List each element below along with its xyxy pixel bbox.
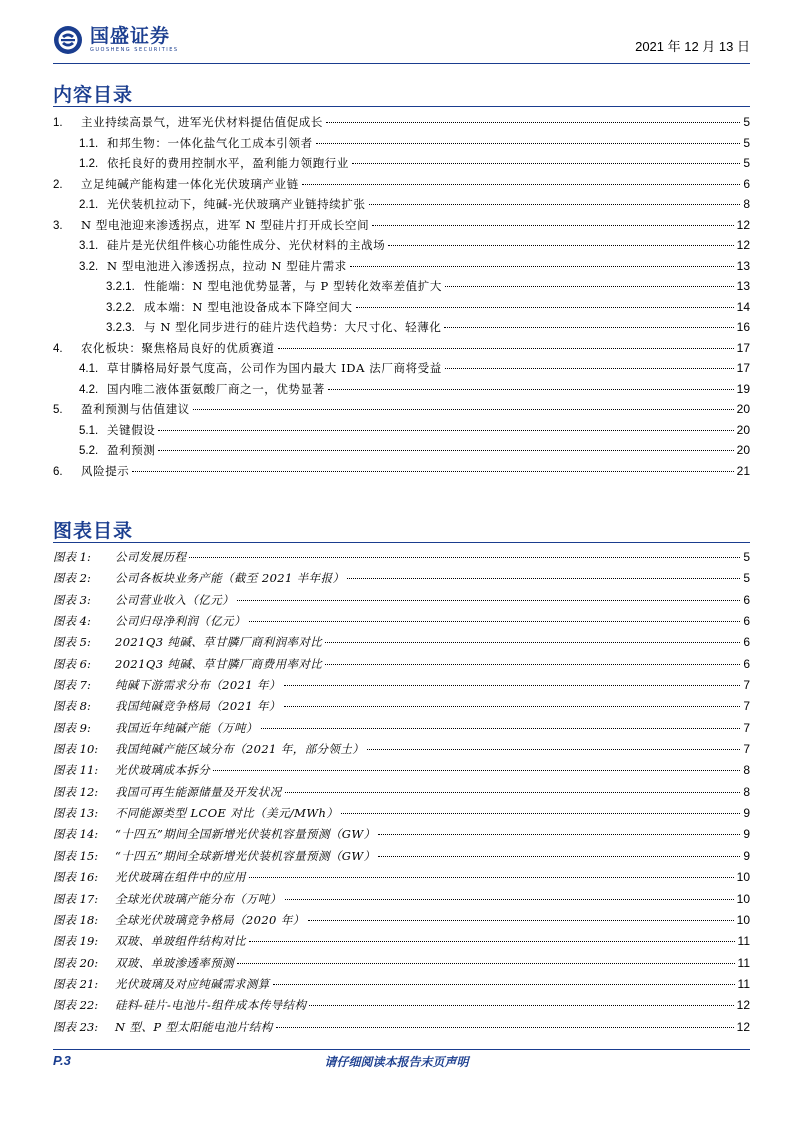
figure-entry-page: 5 bbox=[743, 550, 750, 564]
figure-entry[interactable] bbox=[53, 784, 750, 805]
toc-leader-dots bbox=[132, 471, 733, 472]
figure-entry[interactable] bbox=[53, 848, 750, 869]
list-of-figures bbox=[53, 549, 750, 1040]
figures-title: 图表目录 bbox=[53, 520, 134, 542]
figure-entry-label: “十四五”期间全国新增光伏装机容量预测（GW） bbox=[115, 827, 376, 842]
toc-entry[interactable] bbox=[53, 237, 750, 258]
toc-leader-dots bbox=[445, 286, 734, 287]
figure-entry-number: 图表 15: bbox=[53, 848, 99, 863]
toc-entry-number: 3.1. bbox=[79, 240, 99, 252]
figure-entry[interactable] bbox=[53, 955, 750, 976]
figure-entry-page: 12 bbox=[736, 998, 750, 1013]
toc-entry-page: 12 bbox=[736, 238, 750, 252]
figure-entry-page: 12 bbox=[736, 1019, 750, 1034]
toc-entry-page: 6 bbox=[743, 176, 750, 191]
figure-entry[interactable] bbox=[53, 720, 750, 741]
figure-entry-label: 光伏玻璃成本拆分 bbox=[115, 763, 211, 778]
figure-entry-page: 6 bbox=[743, 614, 750, 629]
toc-entry-number: 5.1. bbox=[79, 424, 99, 437]
figure-leader-dots bbox=[284, 685, 740, 686]
figure-leader-dots bbox=[261, 728, 741, 729]
figure-entry[interactable] bbox=[53, 592, 750, 613]
figure-entry[interactable] bbox=[53, 869, 750, 890]
figure-entry-label: 公司营业收入（亿元） bbox=[115, 592, 234, 607]
toc-entry-label: 和邦生物：一体化盐气化工成本引领者 bbox=[107, 135, 313, 150]
toc-entry-number: 3.2.3. bbox=[106, 322, 135, 334]
toc-entry-number: 3.2.1. bbox=[106, 281, 135, 293]
toc-entry-page: 20 bbox=[736, 422, 750, 437]
figure-entry-page: 10 bbox=[736, 870, 750, 885]
figure-entry[interactable] bbox=[53, 1019, 750, 1040]
toc-entry-label: 依托良好的费用控制水平，盈利能力领跑行业 bbox=[107, 156, 349, 170]
figure-leader-dots bbox=[276, 1027, 734, 1028]
toc-entry-label: N 型电池进入渗透拐点，拉动 N 型硅片需求 bbox=[107, 258, 347, 273]
figure-entry-label: 我国可再生能源储量及开发状况 bbox=[115, 784, 282, 799]
toc-title: 内容目录 bbox=[53, 84, 134, 106]
figure-entry-page: 9 bbox=[743, 848, 750, 863]
figure-entry-page: 7 bbox=[743, 699, 750, 714]
toc-entry-number: 1.2. bbox=[79, 158, 99, 170]
figure-entry[interactable] bbox=[53, 677, 750, 698]
figure-entry[interactable] bbox=[53, 549, 750, 570]
toc-leader-dots bbox=[352, 163, 740, 164]
toc-entry-label: 立足纯碱产能构建一体化光伏玻璃产业链 bbox=[81, 176, 299, 191]
figure-leader-dots bbox=[309, 1005, 733, 1006]
figure-entry-number: 图表 23: bbox=[53, 1019, 99, 1034]
figure-entry-label: 2021Q3 纯碱、草甘膦厂商利润率对比 bbox=[115, 635, 323, 650]
figure-entry-label: 全球光伏玻璃产能分布（万吨） bbox=[115, 891, 282, 906]
figure-entry-number: 图表 4: bbox=[53, 614, 91, 629]
figure-leader-dots bbox=[341, 813, 740, 814]
toc-leader-dots bbox=[326, 122, 740, 123]
figure-entry[interactable] bbox=[53, 912, 750, 933]
toc-entry-label: 草甘膦格局好景气度高，公司作为国内最大 IDA 法厂商将受益 bbox=[107, 361, 442, 375]
toc-entry-page: 12 bbox=[736, 217, 750, 232]
figure-entry-number: 图表 11: bbox=[53, 763, 99, 778]
toc-leader-dots bbox=[158, 430, 733, 431]
figure-entry-number: 图表 14: bbox=[53, 827, 99, 842]
figure-entry-label: 我国纯碱竞争格局（2021 年） bbox=[115, 699, 281, 714]
toc-leader-dots bbox=[388, 245, 733, 246]
figure-leader-dots bbox=[249, 941, 735, 942]
toc-entry-label: 硅片是光伏组件核心功能性成分、光伏材料的主战场 bbox=[107, 238, 386, 252]
toc-entry-page: 19 bbox=[736, 381, 750, 396]
figure-entry-label: 双玻、单玻渗透率预测 bbox=[115, 955, 234, 970]
figure-entry-number: 图表 10: bbox=[53, 742, 99, 757]
toc-entry[interactable] bbox=[53, 319, 750, 340]
toc-entry-page: 13 bbox=[736, 279, 750, 293]
toc-entry-label: 性能端：N 型电池优势显著，与 P 型转化效率差值扩大 bbox=[144, 279, 442, 293]
toc-entry-number: 3. bbox=[53, 219, 63, 232]
logo-name-cn: 国盛证券 bbox=[90, 25, 171, 47]
figure-leader-dots bbox=[378, 856, 740, 857]
toc-entry-label: 与 N 型化同步进行的硅片迭代趋势：大尺寸化、轻薄化 bbox=[144, 320, 442, 334]
figure-entry-number: 图表 5: bbox=[53, 635, 91, 650]
figure-entry-number: 图表 13: bbox=[53, 806, 99, 821]
toc-entry-number: 4.2. bbox=[79, 383, 99, 396]
figure-entry[interactable] bbox=[53, 891, 750, 912]
figure-entry-number: 图表 20: bbox=[53, 955, 99, 970]
figure-entry-number: 图表 7: bbox=[53, 678, 91, 693]
toc-entry[interactable] bbox=[53, 340, 750, 361]
figure-entry-page: 6 bbox=[743, 635, 750, 650]
toc-entry[interactable] bbox=[53, 176, 750, 197]
toc-entry[interactable] bbox=[53, 442, 750, 463]
figure-entry-page: 7 bbox=[743, 678, 750, 693]
toc-entry-page: 17 bbox=[736, 340, 750, 355]
figure-entry-number: 图表 12: bbox=[53, 784, 99, 799]
figure-entry-label: 2021Q3 纯碱、草甘膦厂商费用率对比 bbox=[115, 656, 323, 671]
figure-entry-number: 图表 2: bbox=[53, 571, 91, 586]
figure-entry-number: 图表 18: bbox=[53, 912, 99, 927]
header-divider bbox=[53, 63, 750, 64]
toc-entry[interactable] bbox=[53, 381, 750, 402]
figure-entry[interactable] bbox=[53, 698, 750, 719]
figure-entry[interactable] bbox=[53, 762, 750, 783]
figure-entry-page: 10 bbox=[736, 912, 750, 927]
toc-entry[interactable] bbox=[53, 278, 750, 299]
figure-leader-dots bbox=[308, 920, 734, 921]
figure-entry-label: 我国纯碱产能区域分布（2021 年，部分领土） bbox=[115, 742, 365, 757]
figure-leader-dots bbox=[273, 984, 735, 985]
toc-entry-page: 21 bbox=[736, 463, 750, 478]
toc-leader-dots bbox=[158, 450, 733, 451]
figure-entry-number: 图表 1: bbox=[53, 550, 91, 564]
figure-entry-number: 图表 16: bbox=[53, 870, 99, 885]
figure-entry-page: 8 bbox=[743, 763, 750, 778]
figure-entry[interactable] bbox=[53, 634, 750, 655]
toc-entry[interactable] bbox=[53, 217, 750, 238]
figure-entry-number: 图表 19: bbox=[53, 934, 99, 949]
figure-entry-number: 图表 3: bbox=[53, 592, 91, 607]
toc-leader-dots bbox=[316, 143, 741, 144]
figure-entry-page: 7 bbox=[743, 720, 750, 735]
figures-title-rule bbox=[53, 542, 750, 543]
figure-leader-dots bbox=[237, 600, 740, 601]
toc-entry-number: 4. bbox=[53, 342, 63, 355]
figure-leader-dots bbox=[367, 749, 740, 750]
toc-leader-dots bbox=[444, 327, 733, 328]
figure-leader-dots bbox=[285, 792, 741, 793]
figure-leader-dots bbox=[249, 877, 734, 878]
figure-entry-number: 图表 17: bbox=[53, 891, 99, 906]
toc-leader-dots bbox=[445, 368, 734, 369]
figure-leader-dots bbox=[325, 664, 740, 665]
figure-entry-page: 7 bbox=[743, 742, 750, 757]
toc-leader-dots bbox=[193, 409, 734, 410]
toc-entry-page: 14 bbox=[736, 299, 750, 314]
figure-leader-dots bbox=[325, 642, 740, 643]
figure-entry-label: 光伏玻璃及对应纯碱需求测算 bbox=[115, 976, 270, 991]
toc-entry-page: 16 bbox=[736, 320, 750, 334]
figure-entry-number: 图表 22: bbox=[53, 998, 99, 1013]
toc-entry-label: 关键假设 bbox=[107, 422, 156, 437]
figure-entry-page: 6 bbox=[743, 656, 750, 671]
toc-leader-dots bbox=[356, 307, 734, 308]
toc-entry-number: 3.2. bbox=[79, 260, 99, 273]
figure-entry-page: 11 bbox=[737, 955, 750, 970]
figure-entry-label: 全球光伏玻璃竞争格局（2020 年） bbox=[115, 912, 305, 927]
toc-title-rule bbox=[53, 106, 750, 107]
toc-entry-number: 5. bbox=[53, 404, 63, 416]
toc-entry-number: 1.1. bbox=[79, 137, 99, 150]
toc-entry[interactable] bbox=[53, 196, 750, 217]
toc-entry-number: 2. bbox=[53, 178, 63, 191]
toc-entry-number: 1. bbox=[53, 117, 63, 129]
toc-entry-number: 2.1. bbox=[79, 199, 99, 211]
guosheng-logo-icon bbox=[53, 25, 83, 55]
figure-entry-label: 不同能源类型 LCOE 对比（美元/MWh） bbox=[115, 806, 339, 821]
figure-leader-dots bbox=[249, 621, 740, 622]
figure-entry-label: 硅料-硅片-电池片-组件成本传导结构 bbox=[115, 998, 307, 1013]
toc-entry-page: 17 bbox=[736, 361, 750, 375]
figure-entry[interactable] bbox=[53, 826, 750, 847]
figure-entry-page: 6 bbox=[743, 592, 750, 607]
figure-entry-page: 11 bbox=[737, 934, 750, 949]
toc-entry-number: 5.2. bbox=[79, 445, 99, 457]
logo-name-en: GUOSHENG SECURITIES bbox=[90, 47, 179, 53]
toc-entry[interactable] bbox=[53, 360, 750, 381]
toc-entry-label: 光伏装机拉动下，纯碱-光伏玻璃产业链持续扩张 bbox=[107, 197, 366, 211]
figure-leader-dots bbox=[347, 578, 740, 579]
toc-leader-dots bbox=[350, 266, 734, 267]
report-date: 2021 年 12 月 13 日 bbox=[635, 39, 750, 54]
toc-entry-number: 6. bbox=[53, 465, 63, 478]
table-of-contents bbox=[53, 114, 750, 483]
toc-entry[interactable] bbox=[53, 401, 750, 422]
toc-entry[interactable] bbox=[53, 463, 750, 484]
toc-entry-page: 5 bbox=[743, 115, 750, 129]
toc-leader-dots bbox=[278, 348, 734, 349]
figure-entry-label: 光伏玻璃在组件中的应用 bbox=[115, 870, 246, 885]
toc-entry-page: 20 bbox=[736, 443, 750, 457]
figure-entry[interactable] bbox=[53, 997, 750, 1018]
toc-entry-label: 盈利预测 bbox=[107, 443, 156, 457]
figure-leader-dots bbox=[189, 557, 740, 558]
toc-entry-label: 成本端：N 型电池设备成本下降空间大 bbox=[144, 299, 353, 314]
figure-entry-page: 10 bbox=[736, 891, 750, 906]
figure-entry-page: 5 bbox=[743, 571, 750, 586]
toc-entry-page: 13 bbox=[736, 258, 750, 273]
figure-entry[interactable] bbox=[53, 805, 750, 826]
figure-entry-label: 双玻、单玻组件结构对比 bbox=[115, 934, 246, 949]
company-logo bbox=[53, 22, 179, 58]
figure-entry-label: 公司归母净利润（亿元） bbox=[115, 614, 246, 629]
figure-entry-label: 公司发展历程 bbox=[115, 550, 187, 564]
figure-entry[interactable] bbox=[53, 656, 750, 677]
figure-entry-page: 11 bbox=[737, 976, 750, 991]
figure-entry-label: “十四五”期间全球新增光伏装机容量预测（GW） bbox=[115, 848, 376, 863]
figure-entry-number: 图表 6: bbox=[53, 656, 91, 671]
figure-entry[interactable] bbox=[53, 570, 750, 591]
toc-entry-page: 5 bbox=[743, 135, 750, 150]
toc-entry[interactable] bbox=[53, 155, 750, 176]
toc-entry[interactable] bbox=[53, 422, 750, 443]
figure-leader-dots bbox=[237, 963, 735, 964]
toc-entry-number: 4.1. bbox=[79, 363, 99, 375]
figure-leader-dots bbox=[378, 834, 740, 835]
figure-leader-dots bbox=[284, 706, 740, 707]
toc-entry-label: 主业持续高景气，进军光伏材料提估值促成长 bbox=[81, 115, 323, 129]
toc-leader-dots bbox=[302, 184, 741, 185]
figure-entry-label: 公司各板块业务产能（截至 2021 半年报） bbox=[115, 571, 345, 586]
figure-entry-number: 图表 9: bbox=[53, 720, 91, 735]
toc-entry-page: 20 bbox=[736, 402, 750, 416]
figure-entry-label: 我国近年纯碱产能（万吨） bbox=[115, 720, 258, 735]
figure-leader-dots bbox=[213, 770, 740, 771]
footer-divider bbox=[53, 1049, 750, 1050]
toc-entry[interactable] bbox=[53, 114, 750, 135]
toc-entry-page: 5 bbox=[743, 156, 750, 170]
toc-entry-label: 国内唯二液体蛋氨酸厂商之一，优势显著 bbox=[107, 381, 325, 396]
toc-leader-dots bbox=[328, 389, 734, 390]
toc-leader-dots bbox=[372, 225, 733, 226]
figure-entry[interactable] bbox=[53, 741, 750, 762]
page-header bbox=[53, 22, 750, 62]
figure-entry-page: 9 bbox=[743, 827, 750, 842]
page-number: P.3 bbox=[53, 1053, 71, 1068]
figure-entry[interactable] bbox=[53, 933, 750, 954]
toc-entry[interactable] bbox=[53, 258, 750, 279]
figure-entry-number: 图表 21: bbox=[53, 976, 99, 991]
toc-entry-page: 8 bbox=[743, 197, 750, 211]
figure-entry[interactable] bbox=[53, 976, 750, 997]
toc-entry-label: N 型电池迎来渗透拐点，进军 N 型硅片打开成长空间 bbox=[81, 217, 370, 232]
figure-entry[interactable] bbox=[53, 613, 750, 634]
figure-entry-page: 8 bbox=[743, 784, 750, 799]
toc-leader-dots bbox=[369, 204, 741, 205]
toc-entry-number: 3.2.2. bbox=[106, 301, 135, 314]
toc-entry-label: 农化板块：聚焦格局良好的优质赛道 bbox=[81, 340, 275, 355]
figure-leader-dots bbox=[285, 899, 734, 900]
figure-entry-label: 纯碱下游需求分布（2021 年） bbox=[115, 678, 281, 693]
figure-entry-number: 图表 8: bbox=[53, 699, 91, 714]
figure-entry-label: N 型、P 型太阳能电池片结构 bbox=[115, 1019, 273, 1034]
figure-entry-page: 9 bbox=[743, 806, 750, 821]
disclaimer-note: 请仔细阅读本报告末页声明 bbox=[324, 1055, 469, 1069]
toc-entry-label: 风险提示 bbox=[81, 463, 130, 478]
toc-entry[interactable] bbox=[53, 135, 750, 156]
toc-entry-label: 盈利预测与估值建议 bbox=[81, 402, 190, 416]
toc-entry[interactable] bbox=[53, 299, 750, 320]
